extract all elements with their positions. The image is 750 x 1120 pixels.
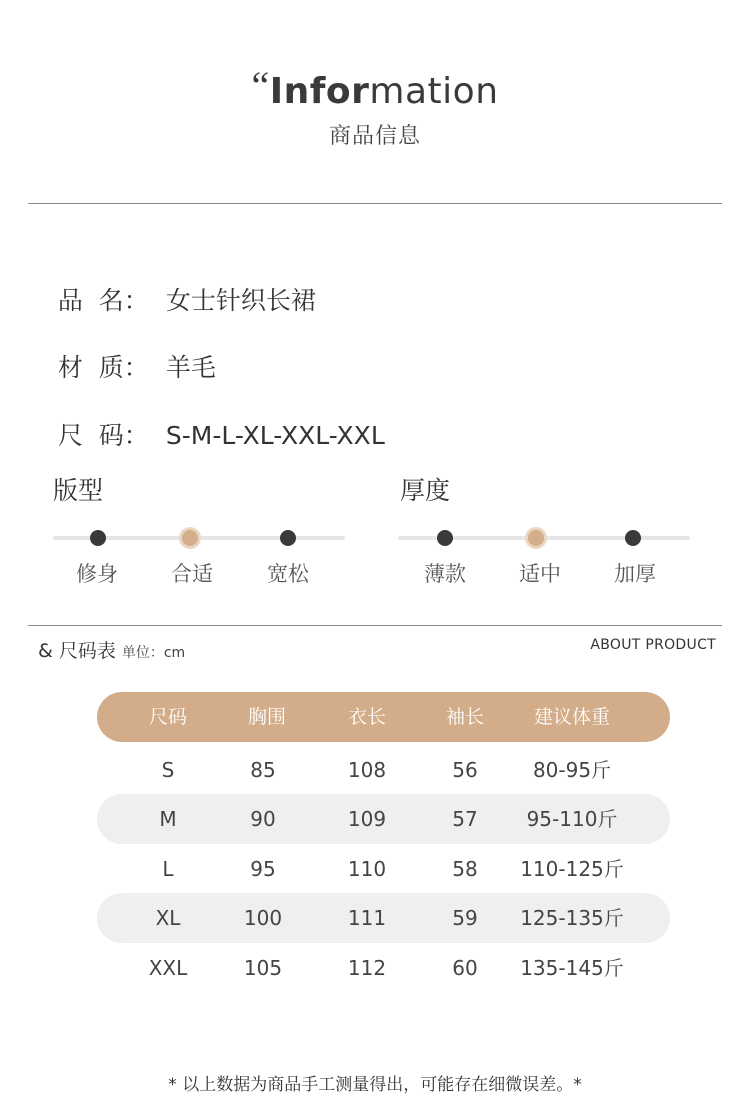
fit-label-regular: 合适 bbox=[171, 562, 213, 586]
fit-dot-slim bbox=[90, 530, 106, 546]
table-cell: S bbox=[161, 758, 175, 782]
table-cell: 105 bbox=[243, 956, 283, 980]
table-cell: 60 bbox=[452, 956, 478, 980]
table-cell: 110 bbox=[347, 857, 387, 881]
thickness-title: 厚度 bbox=[400, 476, 451, 505]
table-row bbox=[97, 943, 670, 993]
column-header: 袖长 bbox=[445, 706, 485, 728]
table-cell: 109 bbox=[347, 807, 387, 831]
table-cell: L bbox=[162, 857, 174, 881]
thickness-dot-thick bbox=[625, 530, 641, 546]
table-cell: 57 bbox=[452, 807, 478, 831]
fit-title: 版型 bbox=[53, 476, 104, 505]
header-title-light: mation bbox=[369, 71, 499, 112]
thickness-dot-thin bbox=[437, 530, 453, 546]
about-product-label: ABOUT PRODUCT bbox=[590, 637, 716, 653]
column-header: 胸围 bbox=[247, 706, 287, 728]
size-table-header bbox=[97, 692, 670, 742]
divider-top bbox=[28, 203, 722, 204]
info-label: 尺 码： bbox=[57, 421, 149, 450]
fit-label-loose: 宽松 bbox=[267, 562, 309, 586]
table-cell: 111 bbox=[347, 906, 387, 930]
fit-dot-loose bbox=[280, 530, 296, 546]
size-chart-title bbox=[38, 636, 185, 663]
table-cell: 108 bbox=[347, 758, 387, 782]
table-cell: XXL bbox=[148, 956, 188, 980]
table-cell: 112 bbox=[347, 956, 387, 980]
table-row bbox=[97, 893, 670, 943]
info-value: 羊毛 bbox=[165, 353, 216, 382]
table-cell: 56 bbox=[452, 758, 478, 782]
table-row bbox=[97, 844, 670, 894]
thickness-label-medium: 适中 bbox=[519, 562, 561, 586]
table-cell: 90 bbox=[250, 807, 276, 831]
table-cell: M bbox=[159, 807, 177, 831]
column-header: 衣长 bbox=[347, 706, 387, 728]
table-cell: 135-145斤 bbox=[520, 956, 624, 980]
table-cell: 80-95斤 bbox=[532, 758, 612, 782]
info-value: S-M-L-XL-XXL-XXL bbox=[165, 421, 385, 450]
info-label: 品 名： bbox=[57, 286, 149, 315]
table-cell: 125-135斤 bbox=[520, 906, 624, 930]
table-row bbox=[97, 745, 670, 795]
table-row bbox=[97, 794, 670, 844]
info-row-size bbox=[42, 387, 385, 452]
thickness-dot-medium-selected bbox=[528, 530, 544, 546]
thickness-label-thick: 加厚 bbox=[614, 562, 656, 586]
fit-dot-regular-selected bbox=[182, 530, 198, 546]
table-cell: 59 bbox=[452, 906, 478, 930]
column-header: 尺码 bbox=[148, 706, 188, 728]
table-cell: 100 bbox=[243, 906, 283, 930]
divider-middle bbox=[28, 625, 722, 626]
size-chart-title-text: & 尺码表 bbox=[38, 640, 116, 662]
section-header bbox=[0, 63, 750, 150]
fit-label-slim: 修身 bbox=[76, 562, 118, 586]
header-title-bold: Infor bbox=[269, 71, 370, 112]
info-label: 材 质： bbox=[57, 353, 149, 382]
info-row-name bbox=[42, 252, 316, 317]
quote-mark: “ bbox=[251, 63, 270, 108]
info-row-material bbox=[42, 319, 216, 384]
thickness-label-thin: 薄款 bbox=[424, 562, 466, 586]
table-cell: 110-125斤 bbox=[520, 857, 624, 881]
table-cell: XL bbox=[155, 906, 181, 930]
header-title bbox=[0, 63, 750, 113]
table-cell: 85 bbox=[250, 758, 276, 782]
table-cell: 95 bbox=[250, 857, 276, 881]
measurement-note: * 以上数据为商品手工测量得出，可能存在细微误差。* bbox=[168, 1075, 582, 1095]
size-chart-unit: 单位：cm bbox=[121, 645, 186, 661]
column-header: 建议体重 bbox=[533, 706, 611, 728]
info-value: 女士针织长裙 bbox=[165, 286, 316, 315]
header-subtitle: 商品信息 bbox=[328, 124, 421, 149]
table-cell: 58 bbox=[452, 857, 478, 881]
table-cell: 95-110斤 bbox=[526, 807, 618, 831]
